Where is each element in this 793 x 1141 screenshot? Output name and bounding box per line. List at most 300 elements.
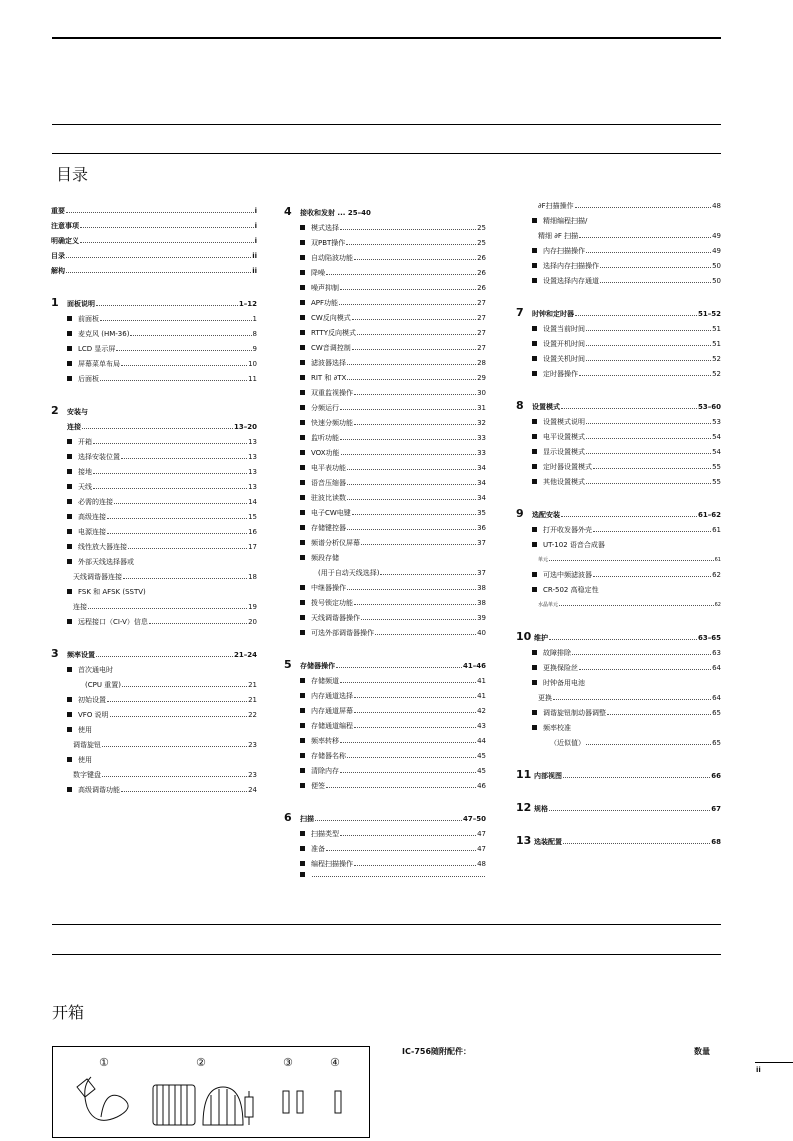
rule-4 [52,924,721,925]
toc-label: 设置模式 [532,403,560,411]
page-ref: 53 [712,418,721,426]
toc-label: 扫描类型 [311,830,339,838]
page-ref: 1–12 [238,300,257,308]
toc-entry [284,827,486,842]
leader-dots [107,701,247,702]
toc-label: 首次通电时 [78,666,113,674]
toc-label: 天线调谐器连接 [73,573,122,581]
toc-label: 解构 [51,267,65,275]
toc-label: 开箱 [78,438,92,446]
leader-dots [347,484,476,485]
toc-entry [51,708,257,723]
bullet-icon [300,615,305,620]
page-ref: 39 [477,614,486,622]
toc-label: （近似值） [550,739,585,747]
bullet-icon [300,540,305,545]
leader-dots [347,757,476,758]
page-ref: 27 [477,329,486,337]
page-ref: 45 [477,767,486,775]
bullet-icon [532,449,537,454]
leader-dots [107,518,247,519]
toc-entry [51,585,257,600]
page-ref: 8 [252,330,257,338]
bullet-icon [300,480,305,485]
toc-entry [516,598,721,613]
toc-entry [516,199,721,214]
bullet-icon [532,278,537,283]
accessories-heading: IC-756随附配件： [402,1047,472,1056]
toc-entry [51,693,257,708]
leader-dots [340,289,476,290]
toc-label: 定时器操作 [543,370,578,378]
page-ref: 31 [477,404,486,412]
page-ref: 29 [477,374,486,382]
spacer [516,784,721,800]
bullet-icon [532,341,537,346]
toc-entry [284,674,486,689]
bullet-icon [300,345,305,350]
bullet-icon [300,861,305,866]
toc-entry [284,446,486,461]
leader-dots [579,669,711,670]
leader-dots [586,252,711,253]
page-ref: 42 [477,707,486,715]
toc-label: 编程扫描操作 [311,860,353,868]
leader-dots [347,364,476,365]
toc-entry [516,214,721,229]
bullet-icon [300,783,305,788]
leader-dots [121,458,247,459]
toc-label: 目录 [51,252,65,260]
toc-label: 选择安装位置 [78,453,120,461]
leader-dots [121,365,247,366]
toc-label: 存储频道 [311,677,339,685]
leader-dots [586,345,711,346]
leader-dots [66,272,251,273]
leader-dots [340,439,476,440]
leader-dots [354,424,476,425]
marker-1: ① [99,1056,109,1069]
toc-entry [284,764,486,779]
leader-dots [116,350,251,351]
bullet-icon [300,315,305,320]
toc-label: 水晶单元 [538,602,559,608]
page-ref: 14 [248,498,257,506]
bullet-icon [67,757,72,762]
toc-entry [284,251,486,266]
bullet-icon [532,434,537,439]
toc-label: VOX功能 [311,449,340,457]
bullet-icon [532,371,537,376]
toc-entry [516,538,721,553]
bullet-icon [532,419,537,424]
toc-entry [516,706,721,721]
toc-entry [51,420,257,435]
toc-label: 选配安装 [532,511,560,519]
toc-entry [51,465,257,480]
toc-label: 安装与 [67,408,88,416]
leader-dots [326,850,476,851]
toc-label: 设置关机时间 [543,355,585,363]
page-ref: 22 [248,711,257,719]
page-ref: 18 [248,573,257,581]
toc-label: 其他设置模式 [543,478,585,486]
toc-label: LCD 显示屏 [78,345,116,353]
page-number: ii [756,1066,761,1074]
page-ref: 33 [477,434,486,442]
leader-dots [121,791,247,792]
section-number: 1 [51,296,59,309]
leader-dots [593,468,711,469]
bullet-icon [67,499,72,504]
leader-dots [607,714,711,715]
page-ref: 53–60 [698,403,721,411]
toc-entry [51,510,257,525]
toc-label: 扫描 [300,815,314,823]
toc-label: 可选外部调谐器操作 [311,629,374,637]
leader-dots [347,529,476,530]
page-ref: 67 [711,805,721,813]
spacer [51,630,257,646]
bullet-icon [300,330,305,335]
leader-dots [347,589,476,590]
bullet-icon [67,727,72,732]
toc-entry [516,352,721,367]
toc-entry [284,296,486,311]
leader-dots [586,330,711,331]
leader-dots [600,282,711,283]
toc-label: 内存通道选择 [311,692,353,700]
leader-dots [354,394,476,395]
page-ref: 34 [477,464,486,472]
toc-entry [284,326,486,341]
leader-dots [572,654,711,655]
bullet-icon [300,525,305,530]
page-ref: 64 [712,694,721,702]
toc-label: 监听功能 [311,434,339,442]
leader-dots [354,259,476,260]
leader-dots [341,454,477,455]
leader-dots [357,334,476,335]
toc-label: 噪声抑制 [311,284,339,292]
page-ref: 62 [714,602,721,608]
bullet-icon [67,559,72,564]
leader-dots [340,409,476,410]
bullet-icon [300,285,305,290]
bullet-icon [532,464,537,469]
leader-dots [354,712,476,713]
page-ref: 13 [248,438,257,446]
toc-label: UT-102 语音合成器 [543,541,605,549]
leader-dots [352,349,476,350]
leader-dots [315,820,462,821]
toc-entry [516,767,721,784]
toc-label: 降噪 [311,269,325,277]
page-ref: 28 [477,359,486,367]
page-ref: 30 [477,389,486,397]
page-ref: 27 [477,299,486,307]
toc-label: 麦克风 (HM-36) [78,330,130,338]
toc-entry [284,506,486,521]
leader-dots [561,516,697,517]
toc-entry [516,460,721,475]
leader-dots [593,576,711,577]
leader-dots [553,699,711,700]
spacer [516,289,721,305]
leader-dots [600,267,711,268]
toc-label: 滤波器选择 [311,359,346,367]
page-ref: 47 [477,845,486,853]
toc-entry [51,540,257,555]
page-ref: 1 [252,315,257,323]
toc-entry [284,476,486,491]
toc-label: 内存扫描操作 [543,247,585,255]
toc-entry [516,583,721,598]
toc-entry [516,553,721,568]
toc-label: 双重监视操作 [311,389,353,397]
toc-entry [284,749,486,764]
leader-dots [586,360,711,361]
page-ref: i [254,222,257,230]
toc-label: 设置模式说明 [543,418,585,426]
toc-label: VFO 说明 [78,711,109,719]
toc-entry [516,367,721,382]
toc-label: 连接 [73,603,87,611]
bullet-icon [300,255,305,260]
page-ref: 15 [248,513,257,521]
page-ref: 10 [248,360,257,368]
toc-label: 便签 [311,782,325,790]
bullet-icon [67,619,72,624]
toc-entry [284,872,486,887]
page-ref: 61 [714,557,721,563]
bullet-icon [300,753,305,758]
page-ref: 38 [477,584,486,592]
page-ref: 51 [712,325,721,333]
toc-entry [284,779,486,794]
leader-dots [354,865,476,866]
bullet-icon [300,768,305,773]
marker-4: ④ [330,1056,340,1069]
leader-dots [107,533,247,534]
page-ref: 34 [477,494,486,502]
toc-entry [51,615,257,630]
spacer [51,387,257,403]
page-ref: 68 [711,838,721,846]
spacer [51,279,257,295]
toc-label: 快速分频功能 [311,419,353,427]
leader-dots [586,744,711,745]
page-ref: 26 [477,284,486,292]
leader-dots [100,380,247,381]
bullet-icon [300,390,305,395]
toc-label: 接地 [78,468,92,476]
toc-entry [516,661,721,676]
bullet-icon [67,697,72,702]
page-ref: 52 [712,370,721,378]
section-number: 6 [284,811,292,824]
leader-dots [563,843,710,844]
leader-dots [354,727,476,728]
toc-entry [516,676,721,691]
toc-entry [51,450,257,465]
leader-dots [361,544,476,545]
leader-dots [354,604,476,605]
toc-entry [284,657,486,674]
toc-label: RIT 和 ∂TX [311,374,347,382]
toc-entry [284,491,486,506]
leader-dots [114,503,247,504]
toc-label: ∂F扫描操作 [538,202,574,210]
leader-dots [347,469,476,470]
toc-label: 模式选择 [311,224,339,232]
bullet-icon [300,405,305,410]
toc-label: 准备 [311,845,325,853]
leader-dots [340,772,476,773]
toc-entry [284,386,486,401]
page-ref: 48 [477,860,486,868]
toc-label: CR-502 高稳定性 [543,586,599,594]
marker-3: ③ [283,1056,293,1069]
leader-dots [549,560,714,561]
leader-dots [80,242,254,243]
leader-dots [66,257,251,258]
toc-label: 存储键控器 [311,524,346,532]
page-ref: 23 [248,771,257,779]
toc-entry [284,704,486,719]
page-ref: 50 [712,262,721,270]
toc-label: 单元 [538,557,549,563]
page-ref: 33 [477,449,486,457]
section-number: 4 [284,205,292,218]
toc-entry [284,719,486,734]
page-ref: 65 [712,739,721,747]
toc-entry [284,581,486,596]
page-ref: ii [252,252,257,260]
marker-2: ② [196,1056,206,1069]
toc-label: 驻波比读数 [311,494,346,502]
leader-dots [93,473,247,474]
page-ref: 34 [477,479,486,487]
toc-label: 规格 [534,805,548,813]
bullet-icon [67,544,72,549]
section-number: 11 [516,768,532,781]
toc-entry [516,430,721,445]
toc-entry [516,833,721,850]
page-ref: 49 [712,232,721,240]
toc-entry [284,356,486,371]
toc-entry [51,219,257,234]
page-ref: 21 [248,681,257,689]
page-ref: 37 [477,539,486,547]
toc-entry [284,461,486,476]
page-ref: 45 [477,752,486,760]
toc-label: 高级调谐功能 [78,786,120,794]
toc-entry [51,738,257,753]
page-ref: 61 [712,526,721,534]
toc-entry [51,357,257,372]
bullet-icon [300,225,305,230]
toc-label: 电源连接 [78,528,106,536]
bullet-icon [300,555,305,560]
toc-label: 内存通道屏幕 [311,707,353,715]
quantity-label: 数量 [694,1047,710,1056]
toc-label: 频率设置 [67,651,95,659]
bullet-icon [67,712,72,717]
leader-dots [563,777,710,778]
page-ref: 62 [712,571,721,579]
toc-entry [284,734,486,749]
toc-label: 天线 [78,483,92,491]
toc-label: 更换 [538,694,552,702]
page-ref: 54 [712,433,721,441]
page-ref: i [254,237,257,245]
bullet-icon [300,240,305,245]
bullet-icon [67,361,72,366]
toc-label: 初始设置 [78,696,106,704]
toc-label: 明确定义 [51,237,79,245]
leader-dots [326,787,476,788]
page-ref: 21 [248,696,257,704]
toc-label: 可选中频滤波器 [543,571,592,579]
toc-entry [516,274,721,289]
page-ref: 55 [712,463,721,471]
toc-label: 频率转移 [311,737,339,745]
toc-label: 自动陷波功能 [311,254,353,262]
toc-label: 更换保险丝 [543,664,578,672]
bullet-icon [300,831,305,836]
bullet-icon [532,218,537,223]
bullet-icon [67,787,72,792]
bullet-icon [532,650,537,655]
bullet-icon [300,465,305,470]
page-ref: 47 [477,830,486,838]
page-ref: 51–52 [698,310,721,318]
toc-label: 外部天线选择器或 [78,558,134,566]
page-ref: 41 [477,692,486,700]
spacer [284,794,486,810]
toc-entry [51,570,257,585]
bullet-icon [67,589,72,594]
toc-entry [51,525,257,540]
page-ref: 65 [712,709,721,717]
toc-entry [284,371,486,386]
toc-entry [51,372,257,387]
bullet-icon [300,630,305,635]
toc-entry [516,244,721,259]
toc-label: 接收和发射 ... 25–40 [300,209,371,217]
page-ref: 25 [477,224,486,232]
toc-entry [51,768,257,783]
bullet-icon [67,529,72,534]
toc-label: RTTY反向模式 [311,329,357,337]
page-ref: 50 [712,277,721,285]
toc-entry [516,445,721,460]
toc-label: 显示设置模式 [543,448,585,456]
toc-entry [516,646,721,661]
bullet-icon [300,420,305,425]
bullet-icon [67,439,72,444]
bullet-icon [300,435,305,440]
section-number: 9 [516,507,524,520]
page-ref: 41–46 [463,662,486,670]
toc-entry [284,236,486,251]
toc-label: 设置选择内存通道 [543,277,599,285]
toc-label: 选择内存扫描操作 [543,262,599,270]
toc-entry [284,311,486,326]
toc-entry [51,663,257,678]
page-ref: 9 [252,345,257,353]
